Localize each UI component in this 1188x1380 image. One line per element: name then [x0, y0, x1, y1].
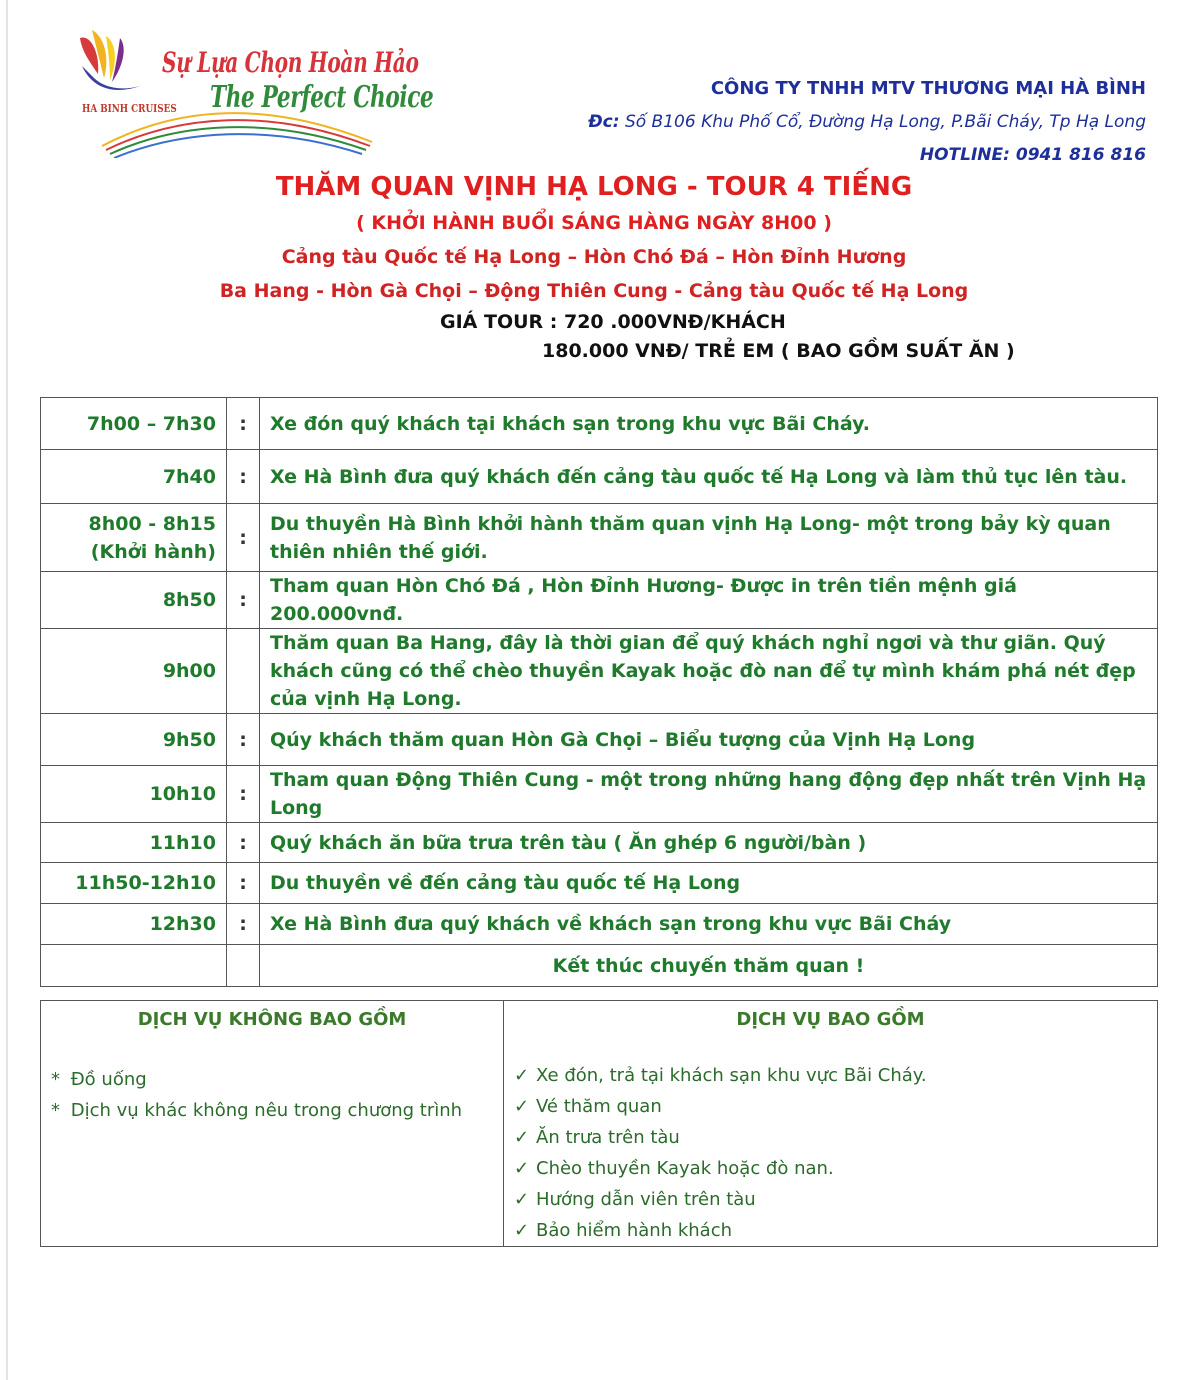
list-item [51, 1095, 503, 1126]
included-list [504, 1060, 1157, 1246]
schedule-colon: : [227, 714, 260, 766]
schedule-desc: Du thuyền Hà Bình khởi hành thăm quan vịnh Hạ Long- một trong bảy kỳ quan thiên nhiên thế giới. [260, 504, 1158, 572]
table-row [41, 629, 1158, 714]
schedule-colon [227, 629, 260, 714]
schedule-time: 7h00 – 7h30 [41, 398, 227, 450]
included-item: Ăn trưa trên tàu [536, 1127, 680, 1148]
asterisk-icon: * [51, 1069, 60, 1090]
schedule-time: 11h50-12h10 [41, 863, 227, 904]
price-child: 180.000 VNĐ/ TRẺ EM ( BAO GỒM SUẤT ĂN ) [542, 340, 1015, 362]
schedule-time: 12h30 [41, 904, 227, 945]
schedule-desc: Du thuyền về đến cảng tàu quốc tế Hạ Long [260, 863, 1158, 904]
address-label: Đc: [588, 112, 620, 132]
price-adult: GIÁ TOUR : 720 .000VNĐ/KHÁCH [440, 311, 786, 333]
excluded-item: Dịch vụ khác không nêu trong chương trình [70, 1100, 463, 1121]
included-item: Xe đón, trả tại khách sạn khu vực Bãi Cháy. [536, 1065, 927, 1086]
table-row [41, 945, 1158, 987]
slogan-vietnamese: Sự Lựa Chọn Hoàn Hảo [162, 46, 419, 79]
included-item: Vé thăm quan [536, 1096, 662, 1117]
schedule-desc: Xe đón quý khách tại khách sạn trong khu vực Bãi Cháy. [260, 398, 1158, 450]
company-logo [70, 26, 434, 158]
schedule-colon-empty [227, 945, 260, 987]
tour-route-line-2: Ba Hang - Hòn Gà Chọi – Động Thiên Cung - Cảng tàu Quốc tế Hạ Long [219, 280, 969, 302]
page-edge [6, 0, 8, 1380]
table-row [41, 714, 1158, 766]
slogan-english: The Perfect Choice [210, 80, 434, 115]
services-table [40, 1000, 1158, 1247]
table-row [41, 863, 1158, 904]
company-hotline: HOTLINE: 0941 816 816 [919, 145, 1146, 165]
schedule-colon: : [227, 766, 260, 823]
list-item [514, 1060, 1157, 1091]
schedule-time: 8h50 [41, 572, 227, 629]
checkmark-icon: ✓ [514, 1158, 530, 1179]
schedule-desc: Thăm quan Ba Hang, đây là thời gian để quý khách nghỉ ngơi và thư giãn. Quý khách cũng có thể chèo thuyền Kayak hoặc đò nan để tự mình khám phá nét đẹp của vịnh Hạ Long. [260, 629, 1158, 714]
schedule-table [40, 397, 1158, 987]
schedule-colon: : [227, 398, 260, 450]
schedule-desc: Qúy khách thăm quan Hòn Gà Chọi – Biểu tượng của Vịnh Hạ Long [260, 714, 1158, 766]
brand-name: HA BINH CRUISES [82, 102, 177, 115]
list-item [514, 1091, 1157, 1122]
included-title: DỊCH VỤ BAO GỒM [736, 1009, 925, 1030]
table-row [41, 904, 1158, 945]
included-item: Bảo hiểm hành khách [536, 1220, 732, 1241]
excluded-services [41, 1001, 504, 1247]
checkmark-icon: ✓ [514, 1096, 530, 1117]
schedule-desc: Quý khách ăn bữa trưa trên tàu ( Ăn ghép 6 người/bàn ) [260, 823, 1158, 863]
excluded-list [41, 1064, 503, 1126]
excluded-item: Đồ uống [70, 1069, 147, 1090]
schedule-time-cell [41, 504, 227, 572]
company-name: CÔNG TY TNHH MTV THƯƠNG MẠI HÀ BÌNH [710, 78, 1146, 99]
list-item [514, 1215, 1157, 1246]
tour-route-line-1: Cảng tàu Quốc tế Hạ Long – Hòn Chó Đá – Hòn Đỉnh Hương [281, 246, 907, 268]
table-row [41, 572, 1158, 629]
schedule-colon: : [227, 904, 260, 945]
table-row [41, 450, 1158, 504]
schedule-desc: Xe Hà Bình đưa quý khách đến cảng tàu quốc tế Hạ Long và làm thủ tục lên tàu. [260, 450, 1158, 504]
checkmark-icon: ✓ [514, 1189, 530, 1210]
included-services [504, 1001, 1158, 1247]
checkmark-icon: ✓ [514, 1220, 530, 1241]
schedule-time: 11h10 [41, 823, 227, 863]
table-row [41, 398, 1158, 450]
schedule-time: 9h50 [41, 714, 227, 766]
address-text: Số B106 Khu Phố Cổ, Đường Hạ Long, P.Bãi Cháy, Tp Hạ Long [624, 112, 1146, 132]
list-item [514, 1122, 1157, 1153]
schedule-time: 10h10 [41, 766, 227, 823]
included-item: Chèo thuyền Kayak hoặc đò nan. [536, 1158, 834, 1179]
schedule-time: 8h00 - 8h15 [88, 512, 216, 535]
table-row [41, 766, 1158, 823]
asterisk-icon: * [51, 1100, 60, 1121]
schedule-time-empty [41, 945, 227, 987]
tour-title: THĂM QUAN VỊNH HẠ LONG - TOUR 4 TIẾNG [275, 172, 913, 202]
excluded-title: DỊCH VỤ KHÔNG BAO GỒM [137, 1009, 407, 1030]
list-item [51, 1064, 503, 1095]
schedule-colon: : [227, 572, 260, 629]
schedule-desc: Tham quan Hòn Chó Đá , Hòn Đỉnh Hương- Được in trên tiền mệnh giá 200.000vnđ. [260, 572, 1158, 629]
schedule-colon: : [227, 823, 260, 863]
tour-departure: ( KHỞI HÀNH BUỔI SÁNG HÀNG NGÀY 8H00 ) [356, 212, 832, 234]
schedule-time: 7h40 [41, 450, 227, 504]
schedule-colon: : [227, 863, 260, 904]
schedule-colon: : [227, 504, 260, 572]
checkmark-icon: ✓ [514, 1065, 530, 1086]
schedule-time: 9h00 [41, 629, 227, 714]
checkmark-icon: ✓ [514, 1127, 530, 1148]
company-address [588, 112, 1146, 132]
table-row [41, 823, 1158, 863]
included-item: Hướng dẫn viên trên tàu [536, 1189, 756, 1210]
table-row [41, 504, 1158, 572]
schedule-end: Kết thúc chuyến thăm quan ! [260, 945, 1158, 987]
list-item [514, 1153, 1157, 1184]
schedule-desc: Xe Hà Bình đưa quý khách về khách sạn trong khu vực Bãi Cháy [260, 904, 1158, 945]
schedule-desc: Tham quan Động Thiên Cung - một trong những hang động đẹp nhất trên Vịnh Hạ Long [260, 766, 1158, 823]
schedule-time-note: (Khởi hành) [90, 540, 216, 563]
list-item [514, 1184, 1157, 1215]
schedule-colon: : [227, 450, 260, 504]
